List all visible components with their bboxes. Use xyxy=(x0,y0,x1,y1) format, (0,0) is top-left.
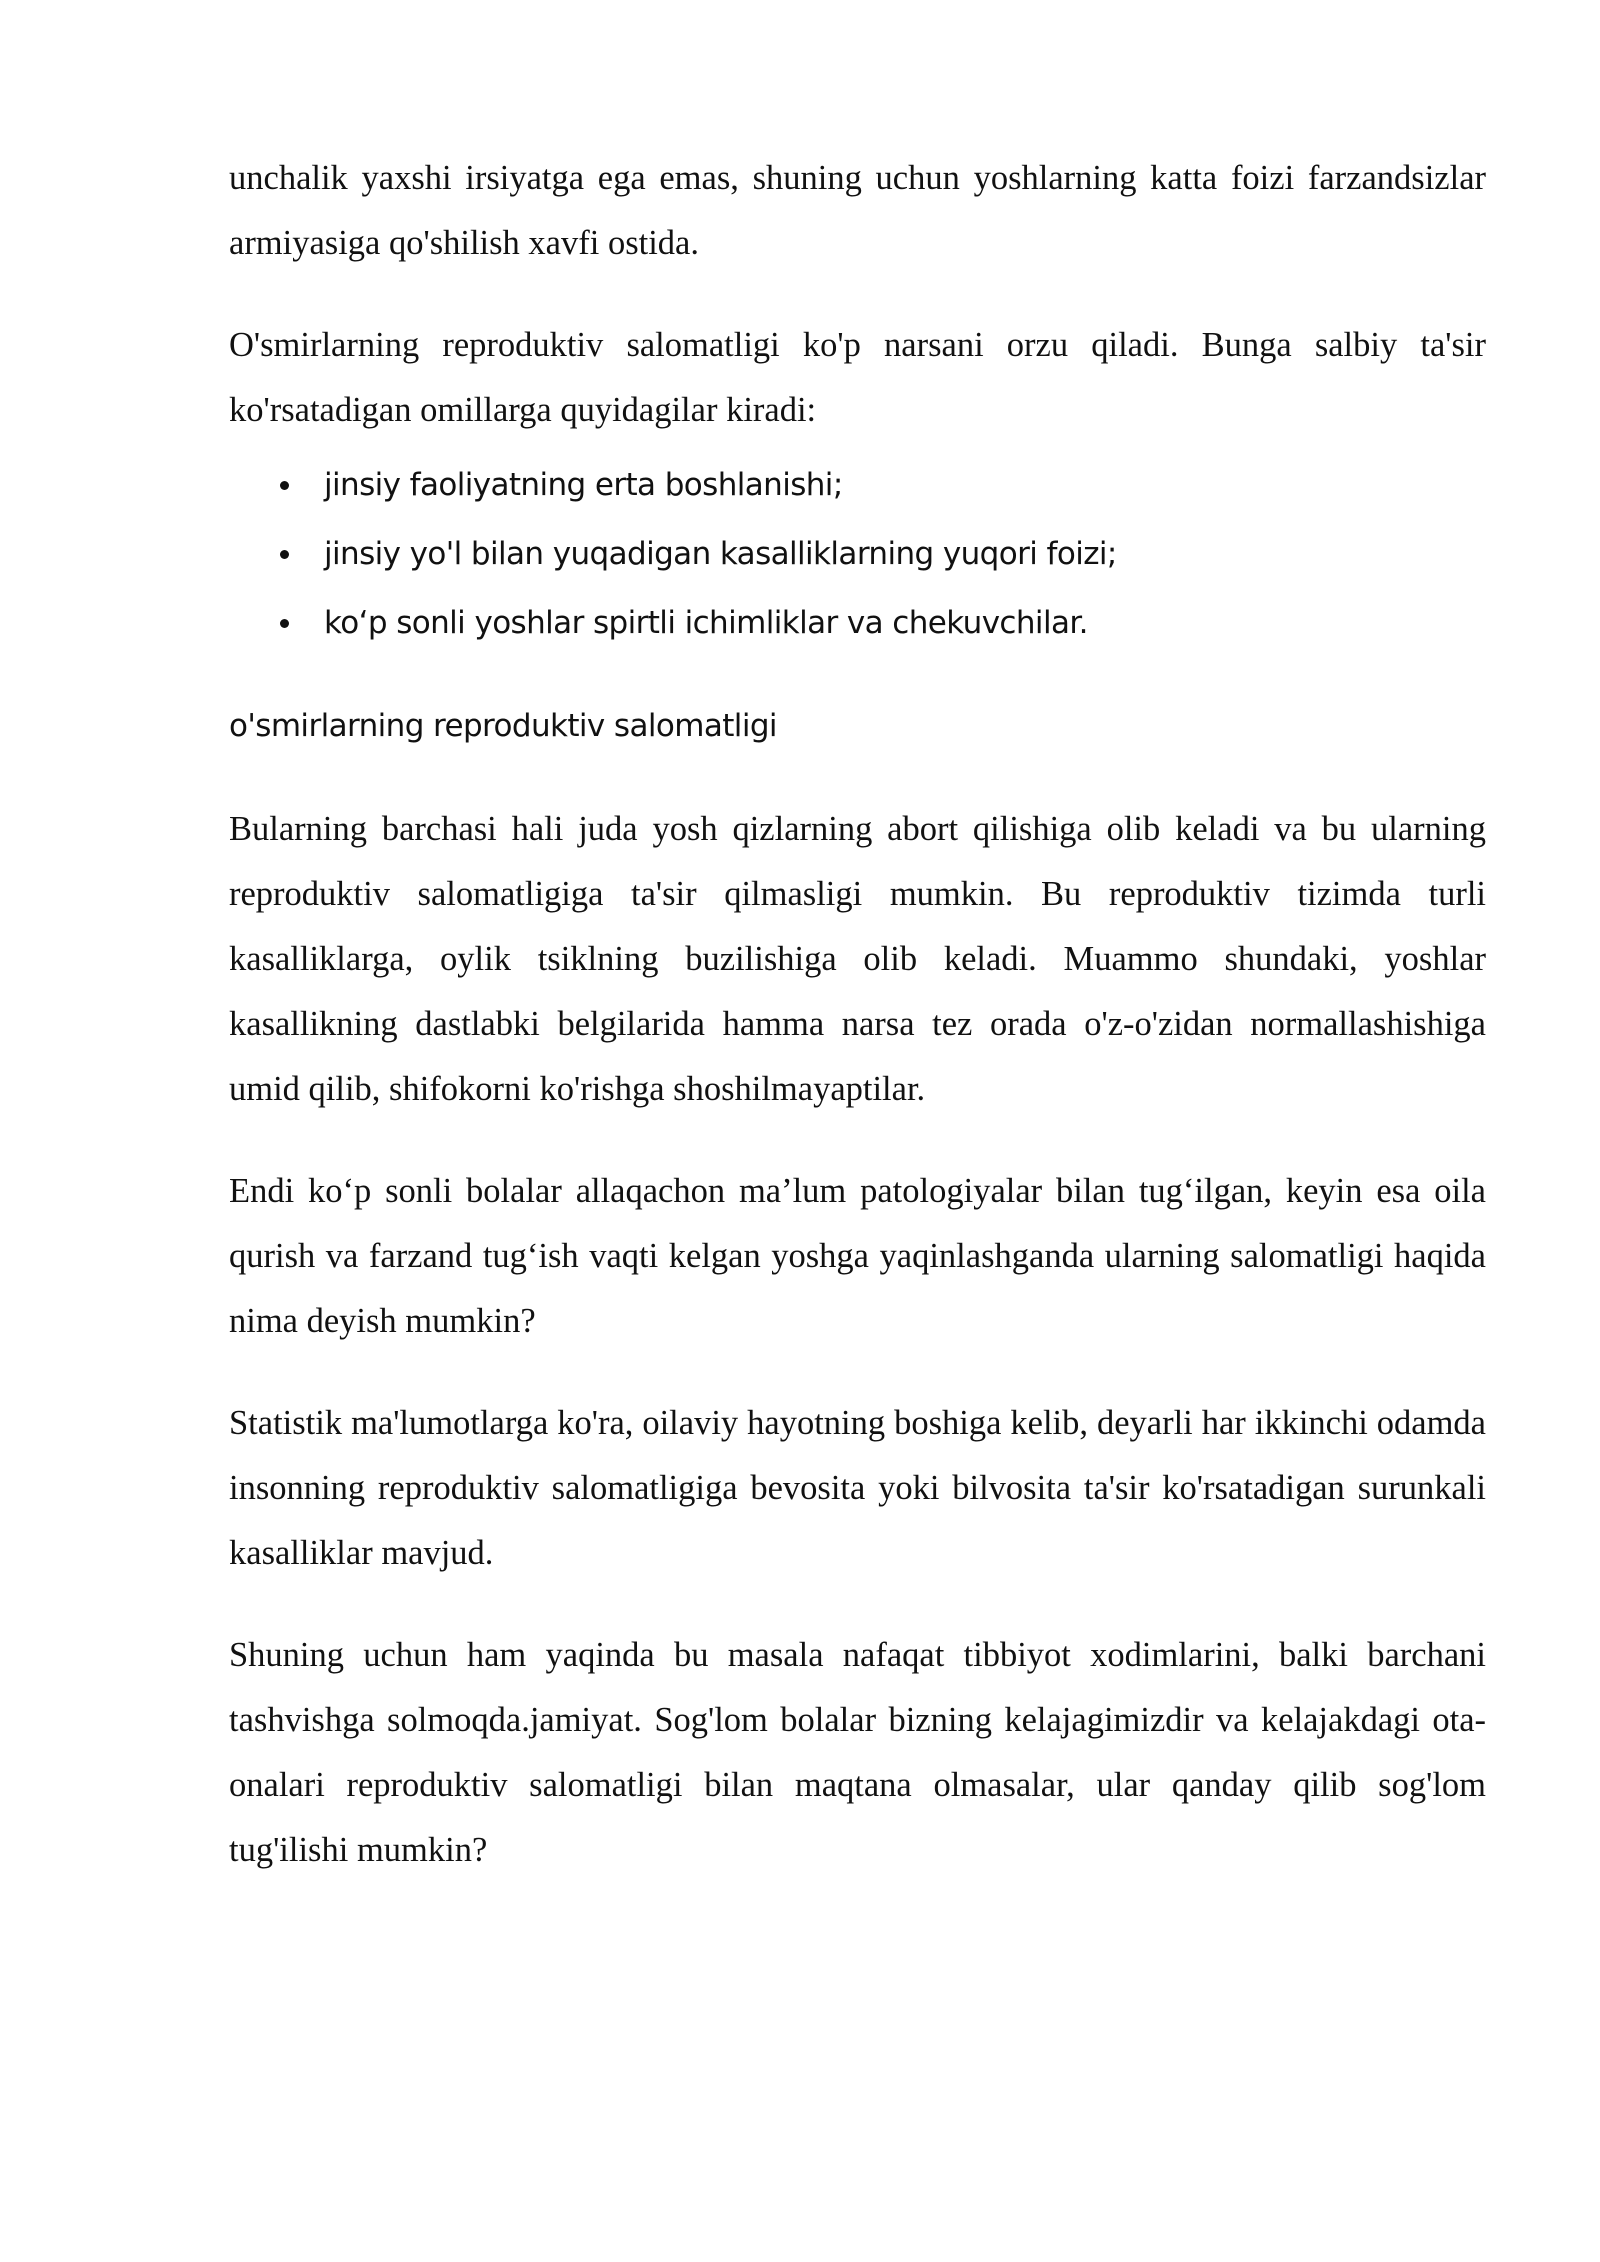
list-item xyxy=(229,589,1486,658)
list-item xyxy=(229,520,1486,589)
paragraph-6: Shuning uchun ham yaqinda bu masala nafaqat tibbiyot xodimlarini, balki barchani tashvishga solmoqda.jamiyat. Sog'lom bolalar bizning kelajagimizdir va kelajakdagi ota-onalari reproduktiv salomatligi bilan maqtana olmasalar, ular qanday qilib sog'lom tug'ilishi mumkin? xyxy=(229,1636,1486,1869)
page-content xyxy=(229,146,1486,1920)
list-item xyxy=(229,451,1486,520)
bullet-list xyxy=(229,451,1486,658)
subheading: o'smirlarning reproduktiv salomatligi xyxy=(229,708,777,744)
list-item-text: jinsiy yo'l bilan yuqadigan kasalliklarning yuqori foizi; xyxy=(324,536,1117,572)
list-item-text: jinsiy faoliyatning erta boshlanishi; xyxy=(324,467,843,503)
paragraph-3: Bularning barchasi hali juda yosh qizlarning abort qilishiga olib keladi va bu ularning reproduktiv salomatligiga ta'sir qilmasligi mumkin. Bu reproduktiv tizimda turli kasalliklarga, oylik tsiklning buzilishiga olib keladi. Muammo shundaki, yoshlar kasallikning dastlabki belgilarida hamma narsa tez orada o'z-o'zidan normallashishiga umid qilib, shifokorni ko'rishga shoshilmayaptilar. xyxy=(229,810,1486,1108)
bullet-icon xyxy=(280,619,289,628)
bullet-icon xyxy=(280,481,289,490)
paragraph-5: Statistik ma'lumotlarga ko'ra, oilaviy hayotning boshiga kelib, deyarli har ikkinchi odamda insonning reproduktiv salomatligiga bevosita yoki bilvosita ta'sir ko'rsatadigan surunkali kasalliklar mavjud. xyxy=(229,1404,1486,1572)
paragraph-2: O'smirlarning reproduktiv salomatligi ko'p narsani orzu qiladi. Bunga salbiy ta'sir ko'rsatadigan omillarga quyidagilar kiradi: xyxy=(229,326,1486,429)
paragraph-1: unchalik yaxshi irsiyatga ega emas, shuning uchun yoshlarning katta foizi farzandsizlar armiyasiga qo'shilish xavfi ostida. xyxy=(229,159,1486,262)
bullet-icon xyxy=(280,550,289,559)
paragraph-4: Endi ko‘p sonli bolalar allaqachon ma’lum patologiyalar bilan tug‘ilgan, keyin esa oila qurish va farzand tug‘ish vaqti kelgan yoshga yaqinlashganda ularning salomatligi haqida nima deyish mumkin? xyxy=(229,1172,1486,1340)
list-item-text: ko‘p sonli yoshlar spirtli ichimliklar va chekuvchilar. xyxy=(324,605,1088,641)
